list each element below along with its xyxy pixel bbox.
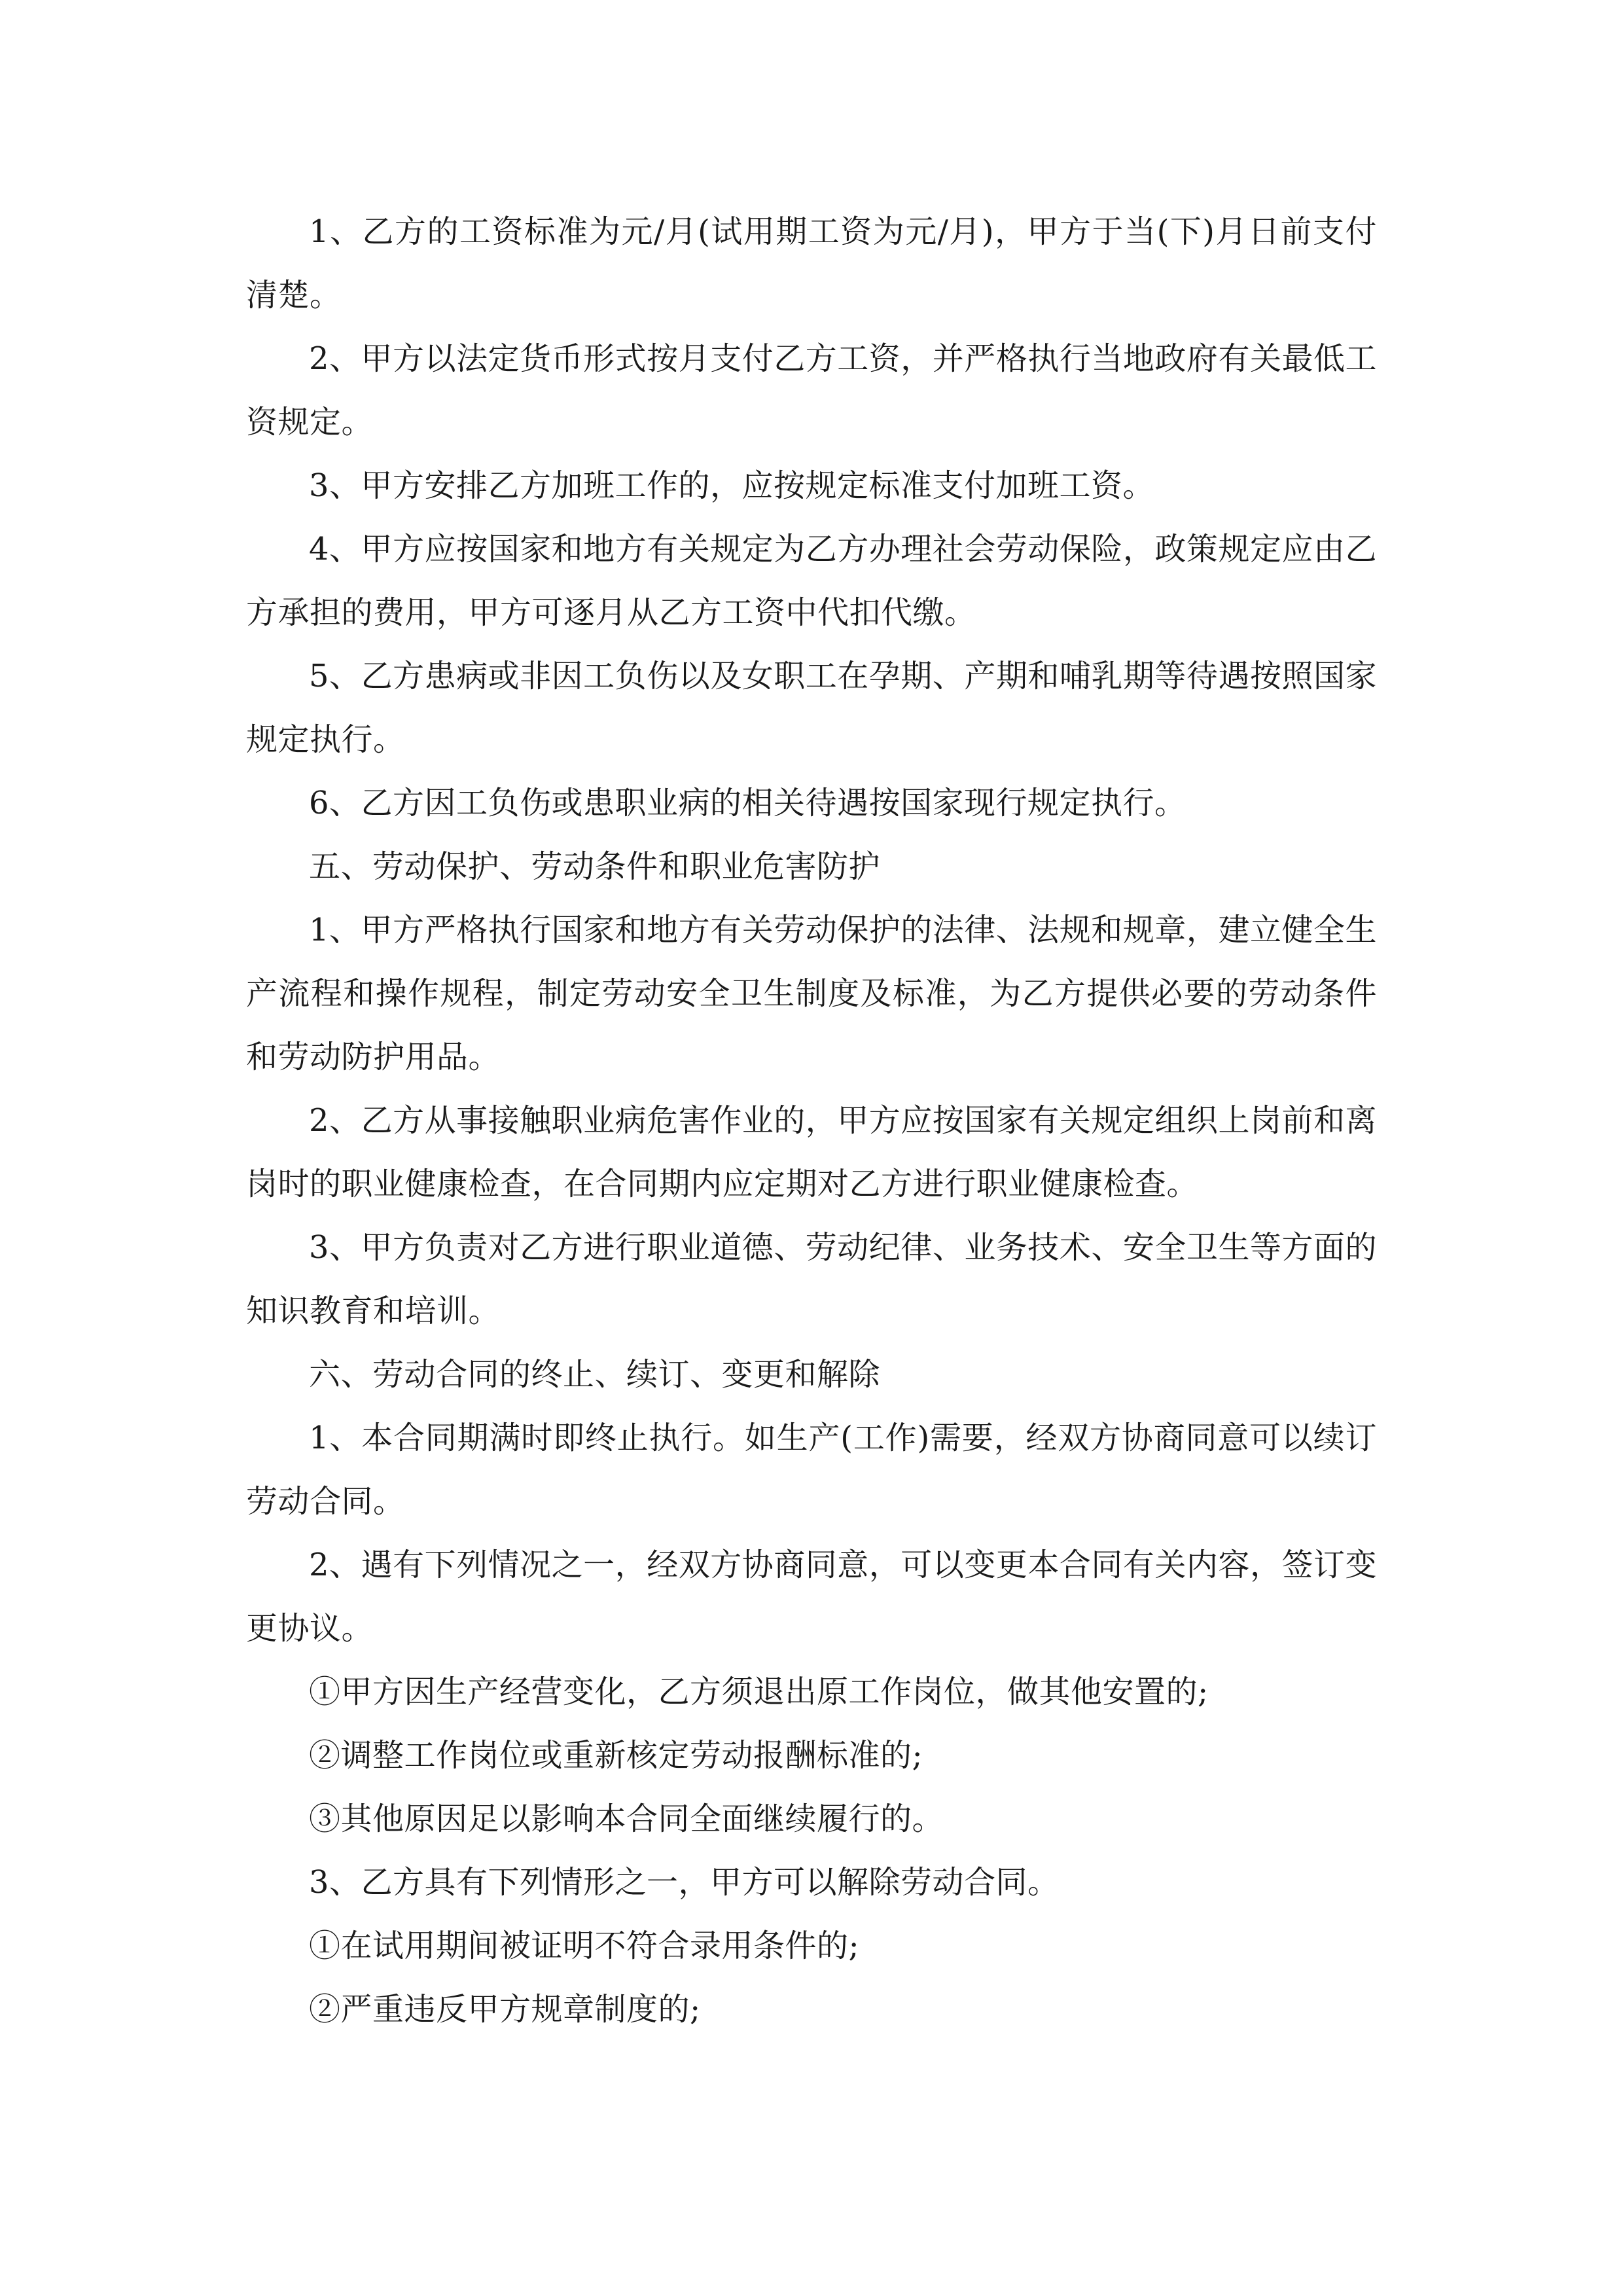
list-item-termination-reason-1: ①在试用期间被证明不符合录用条件的; [309, 1928, 860, 1964]
paragraph-safety-regulations: 1、甲方严格执行国家和地方有关劳动保护的法律、法规和规章，建立健全生产流程和操作规程，制定劳动安全卫生制度及标准，为乙方提供必要的劳动条件和劳动防护用品。 [246, 912, 1377, 1075]
paragraph-wage-payment: 2、甲方以法定货币形式按月支付乙方工资，并严格执行当地政府有关最低工资规定。 [246, 340, 1377, 440]
list-item-change-reason-2: ②调整工作岗位或重新核定劳动报酬标准的; [309, 1737, 923, 1774]
section-heading-contract-termination: 六、劳动合同的终止、续订、变更和解除 [309, 1356, 881, 1393]
paragraph-work-injury: 6、乙方因工负伤或患职业病的相关待遇按国家现行规定执行。 [309, 785, 1186, 821]
list-item-termination-reason-2: ②严重违反甲方规章制度的; [309, 1991, 701, 2028]
paragraph-termination-conditions: 3、乙方具有下列情形之一，甲方可以解除劳动合同。 [309, 1864, 1060, 1901]
section-heading-labor-protection: 五、劳动保护、劳动条件和职业危害防护 [309, 848, 881, 885]
paragraph-sick-leave: 5、乙方患病或非因工负伤以及女职工在孕期、产期和哺乳期等待遇按照国家规定执行。 [246, 658, 1377, 758]
paragraph-contract-expiry: 1、本合同期满时即终止执行。如生产(工作)需要，经双方协商同意可以续订劳动合同。 [246, 1420, 1377, 1520]
list-item-change-reason-1: ①甲方因生产经营变化，乙方须退出原工作岗位，做其他安置的; [309, 1674, 1209, 1710]
paragraph-health-checks: 2、乙方从事接触职业病危害作业的，甲方应按国家有关规定组织上岗前和离岗时的职业健康检查，在合同期内应定期对乙方进行职业健康检查。 [246, 1102, 1377, 1202]
paragraph-contract-change: 2、遇有下列情况之一，经双方协商同意，可以变更本合同有关内容，签订变更协议。 [246, 1547, 1377, 1647]
paragraph-wage-standard: 1、乙方的工资标准为元/月(试用期工资为元/月)，甲方于当(下)月日前支付清楚。 [246, 213, 1377, 314]
paragraph-overtime: 3、甲方安排乙方加班工作的，应按规定标准支付加班工资。 [309, 467, 1155, 504]
list-item-change-reason-3: ③其他原因足以影响本合同全面继续履行的。 [309, 1801, 944, 1837]
document-body [246, 200, 1377, 2041]
paragraph-social-insurance: 4、甲方应按国家和地方有关规定为乙方办理社会劳动保险，政策规定应由乙方承担的费用，甲方可逐月从乙方工资中代扣代缴。 [246, 531, 1377, 631]
paragraph-training: 3、甲方负责对乙方进行职业道德、劳动纪律、业务技术、安全卫生等方面的知识教育和培训。 [246, 1229, 1377, 1329]
